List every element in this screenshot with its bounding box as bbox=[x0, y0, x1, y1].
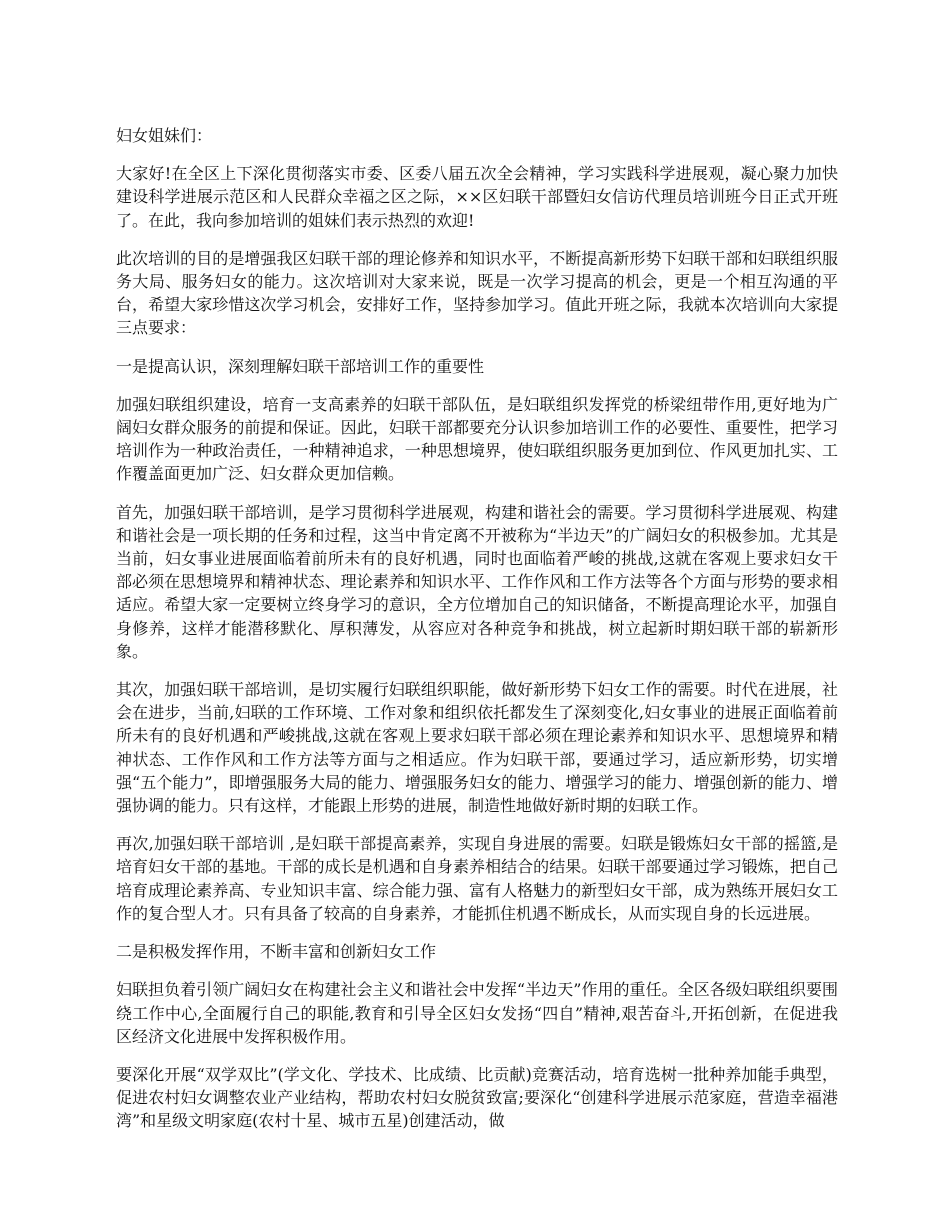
paragraph-second-point: 其次，加强妇联干部培训，是切实履行妇联组织职能，做好新形势下妇女工作的需要。时代在进展，社会在进步，当前,妇联的工作环境、工作对象和组织依托都发生了深刻变化,妇女事业的进展正面临着前所未有的良好机遇和严峻挑战,这就在客观上要求妇联干部必须在理论素养和知识水平、思想境界和精神状态、工作作风和工作方法等方面与之相适应。作为妇联干部，要通过学习，适应新形势，切实增强“五个能力”，即增强服务大局的能力、增强服务妇女的能力、增强学习的能力、增强创新的能力、增强协调的能力。只有这样，才能跟上形势的进展，制造性地做好新时期的妇联工作。 bbox=[116, 680, 838, 816]
section-heading-1: 一是提高认识，深刻理解妇联干部培训工作的重要性 bbox=[116, 356, 485, 376]
section-heading-2: 二是积极发挥作用，不断丰富和创新妇女工作 bbox=[116, 942, 437, 962]
paragraph-welcome: 大家好!在全区上下深化贯彻落实市委、区委八届五次全会精神，学习实践科学进展观，凝心聚力加快建设科学进展示范区和人民群众幸福之区之际，××区妇联干部暨妇女信访代理员培训班今日正式开班了。在此，我向参加培训的姐妹们表示热烈的欢迎! bbox=[116, 164, 838, 230]
greeting: 妇女姐妹们： bbox=[116, 126, 213, 145]
paragraph-womens-role: 妇联担负着引领广阔妇女在构建社会主义和谐社会中发挥“半边天”作用的重任。全区各级妇联组织要围绕工作中心,全面履行自己的职能,教育和引导全区妇女发扬“四自”精神,艰苦奋斗,开拓创新，在促进我区经济文化进展中发挥积极作用。 bbox=[116, 980, 838, 1046]
paragraph-third-point: 再次,加强妇联干部培训 ,是妇联干部提高素养，实现自身进展的需要。妇联是锻炼妇女干部的摇篮,是培育妇女干部的基地。干部的成长是机遇和自身素养相结合的结果。妇联干部要通过学习锻炼，把自己培育成理论素养高、专业知识丰富、综合能力强、富有人格魅力的新型妇女干部，成为熟练开展妇女工作的复合型人才。只有具备了较高的自身素养，才能抓住机遇不断成长，从而实现自身的长远进展。 bbox=[116, 834, 838, 923]
paragraph-activities: 要深化开展“双学双比”(学文化、学技术、比成绩、比贡献)竞赛活动，培育选树一批种养加能手典型，促进农村妇女调整农业产业结构，帮助农村妇女脱贫致富;要深化“创建科学进展示范家庭，营造幸福港湾”和星级文明家庭(农村十星、城市五星)创建活动，做 bbox=[116, 1064, 838, 1131]
paragraph-training-purpose: 此次培训的目的是增强我区妇联干部的理论修养和知识水平，不断提高新形势下妇联干部和妇联组织服务大局、服务妇女的能力。这次培训对大家来说，既是一次学习提高的机会，更是一个相互沟通的平台，希望大家珍惜这次学习机会，安排好工作，坚持参加学习。值此开班之际，我就本次培训向大家提三点要求： bbox=[116, 248, 838, 338]
paragraph-first-point: 首先，加强妇联干部培训，是学习贯彻科学进展观，构建和谐社会的需要。学习贯彻科学进展观、构建和谐社会是一项长期的任务和过程，这当中肯定离不开被称为“半边天”的广阔妇女的积极参加。尤其是当前，妇女事业进展面临着前所未有的良好机遇，同时也面临着严峻的挑战,这就在客观上要求妇女干部必须在思想境界和精神状态、理论素养和知识水平、工作作风和工作方法等各个方面与形势的要求相适应。希望大家一定要树立终身学习的意识，全方位增加自己的知识储备，不断提高理论水平，加强自身修养，这样才能潜移默化、厚积薄发，从容应对各种竞争和挑战，树立起新时期妇联干部的崭新形象。 bbox=[116, 502, 838, 661]
document-page bbox=[116, 124, 838, 1148]
paragraph-organization-building: 加强妇联组织建设，培育一支高素养的妇联干部队伍，是妇联组织发挥党的桥梁纽带作用,更好地为广阔妇女群众服务的前提和保证。因此，妇联干部都要充分认识参加培训工作的必要性、重要性，把学习培训作为一种政治责任，一种精神追求，一种思想境界，使妇联组织服务更加到位、作风更加扎实、工作覆盖面更加广泛、妇女群众更加信赖。 bbox=[116, 394, 838, 484]
